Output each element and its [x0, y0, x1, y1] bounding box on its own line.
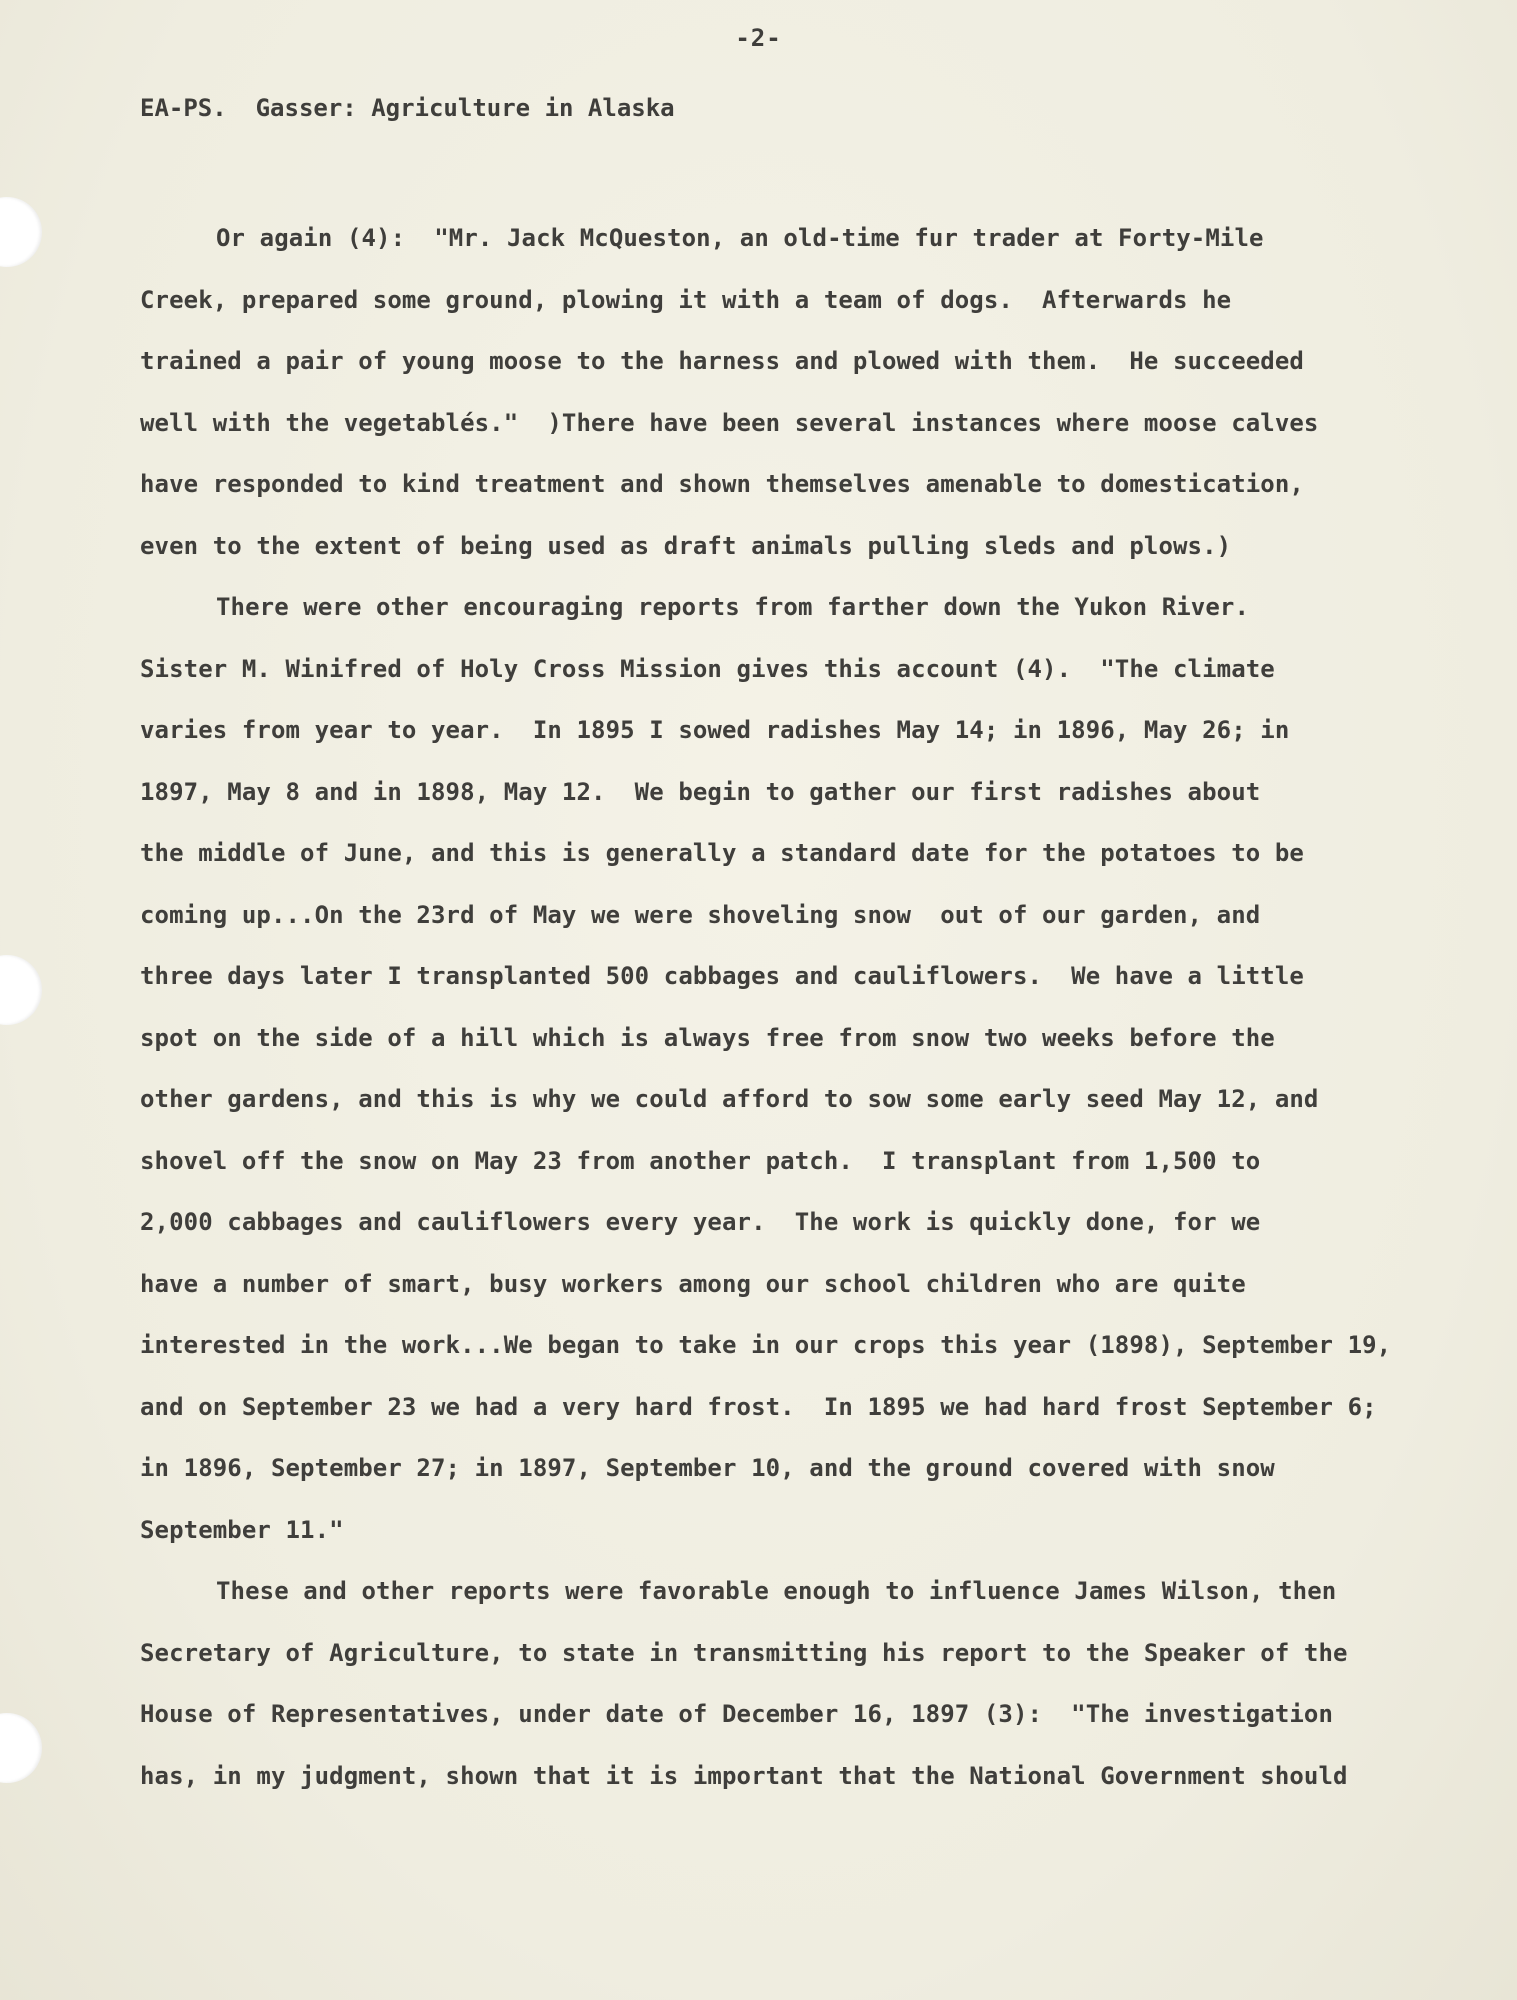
text-line: three days later I transplanted 500 cabbages and cauliflowers. We have a little	[140, 962, 1304, 990]
paragraph	[140, 1561, 1460, 1807]
text-line: spot on the side of a hill which is always free from snow two weeks before the	[140, 1023, 1275, 1052]
punch-hole-middle	[0, 955, 42, 1025]
text-line: coming up...On the 23rd of May we were shoveling snow out of our garden, and	[140, 900, 1261, 929]
text-line: There were other encouraging reports from farther down the Yukon River.	[216, 593, 1249, 621]
text-line: trained a pair of young moose to the harness and plowed with them. He succeeded	[140, 347, 1304, 375]
text-line: well with the vegetablés." )There have been several instances where moose calves	[140, 408, 1319, 437]
body-text	[140, 208, 1460, 1807]
text-line: Secretary of Agriculture, to state in transmitting his report to the Speaker of the	[140, 1638, 1348, 1667]
text-line: in 1896, September 27; in 1897, September 10, and the ground covered with snow	[140, 1454, 1275, 1482]
text-line: even to the extent of being used as draft animals pulling sleds and plows.)	[140, 531, 1232, 560]
text-line: Or again (4): "Mr. Jack McQueston, an old-time fur trader at Forty-Mile	[216, 224, 1264, 252]
text-line: Sister M. Winifred of Holy Cross Mission gives this account (4). "The climate	[140, 654, 1275, 683]
document-header: EA-PS. Gasser: Agriculture in Alaska	[140, 94, 675, 122]
paragraph	[140, 577, 1460, 1561]
text-line: has, in my judgment, shown that it is important that the National Government should	[140, 1761, 1348, 1790]
text-line: Creek, prepared some ground, plowing it with a team of dogs. Afterwards he	[140, 285, 1232, 314]
text-line: the middle of June, and this is generally a standard date for the potatoes to be	[140, 839, 1304, 867]
text-line: These and other reports were favorable enough to influence James Wilson, then	[216, 1577, 1337, 1605]
text-line: varies from year to year. In 1895 I sowed radishes May 14; in 1896, May 26; in	[140, 716, 1290, 744]
text-line: have responded to kind treatment and shown themselves amenable to domestication,	[140, 470, 1304, 498]
text-line: shovel off the snow on May 23 from another patch. I transplant from 1,500 to	[140, 1146, 1261, 1175]
text-line: September 11."	[140, 1515, 344, 1544]
text-line: 2,000 cabbages and cauliflowers every year. The work is quickly done, for we	[140, 1208, 1261, 1236]
punch-hole-top	[0, 197, 42, 267]
text-line: interested in the work...We began to take in our crops this year (1898), September 19,	[140, 1331, 1392, 1359]
text-line: House of Representatives, under date of December 16, 1897 (3): "The investigation	[140, 1700, 1334, 1728]
text-line: and on September 23 we had a very hard frost. In 1895 we had hard frost September 6;	[140, 1392, 1377, 1421]
text-line: 1897, May 8 and in 1898, May 12. We begin to gather our first radishes about	[140, 777, 1261, 806]
text-line: other gardens, and this is why we could afford to sow some early seed May 12, and	[140, 1085, 1319, 1113]
text-line: have a number of smart, busy workers among our school children who are quite	[140, 1269, 1246, 1298]
paragraph	[140, 208, 1460, 577]
page-number: -2-	[735, 24, 782, 52]
punch-hole-bottom	[0, 1713, 42, 1783]
